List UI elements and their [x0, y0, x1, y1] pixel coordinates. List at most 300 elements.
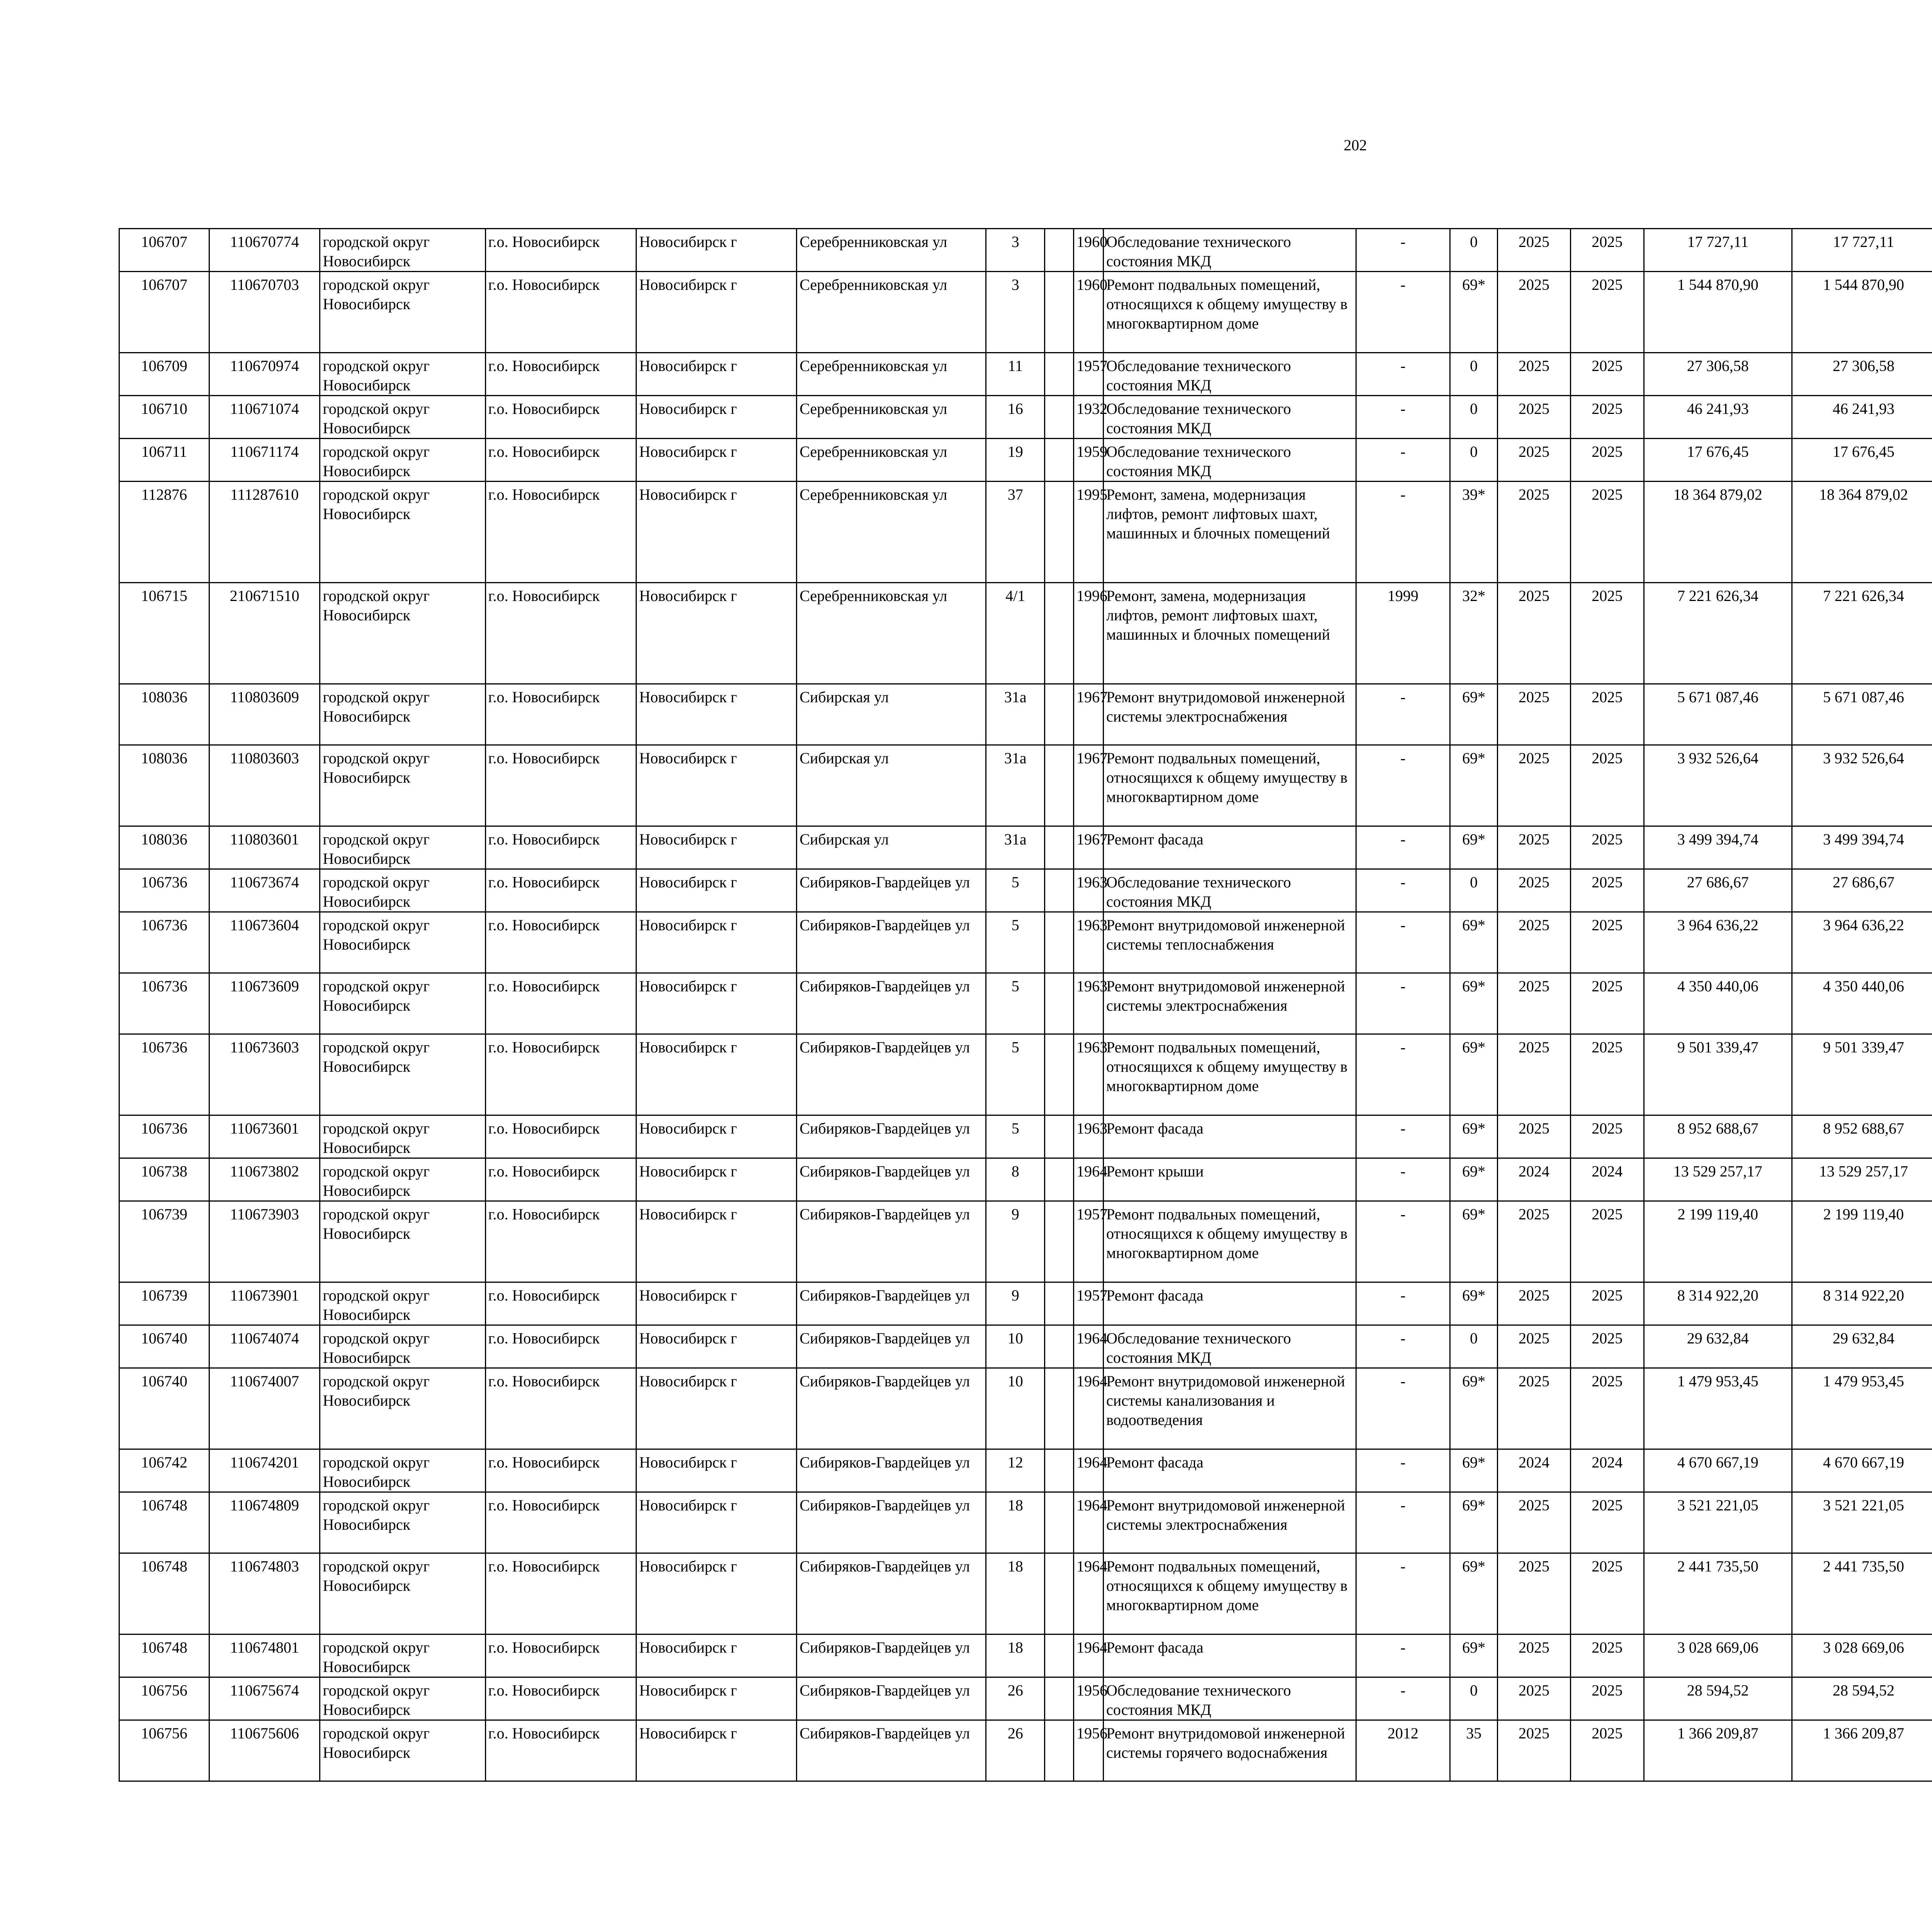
- municipality-cell: городской округ Новосибирск: [320, 482, 485, 583]
- municipality-cell: городской округ Новосибирск: [320, 973, 485, 1034]
- municipality-cell: городской округ Новосибирск: [320, 1677, 485, 1720]
- work-code-cell: 110674801: [209, 1634, 320, 1677]
- district-cell: г.о. Новосибирск: [485, 229, 636, 272]
- previous-repair-year-cell: -: [1356, 272, 1450, 353]
- object-id-cell: 106739: [119, 1282, 209, 1325]
- previous-repair-year-cell: -: [1356, 229, 1450, 272]
- city-cell: Новосибирск г: [636, 745, 797, 826]
- object-id-cell: 106742: [119, 1449, 209, 1492]
- previous-repair-year-cell: 1999: [1356, 583, 1450, 684]
- city-cell: Новосибирск г: [636, 1677, 797, 1720]
- city-cell: Новосибирск г: [636, 396, 797, 439]
- city-cell: Новосибирск г: [636, 439, 797, 482]
- building-letter-cell: [1045, 1492, 1074, 1553]
- city-cell: Новосибирск г: [636, 272, 797, 353]
- district-cell: г.о. Новосибирск: [485, 1677, 636, 1720]
- fund-cost-cell: 1 479 953,45: [1792, 1368, 1932, 1449]
- building-letter-cell: [1045, 973, 1074, 1034]
- construction-year-cell: 1957: [1074, 1201, 1104, 1282]
- construction-year-cell: 1996: [1074, 583, 1104, 684]
- street-cell: Серебренниковская ул: [797, 396, 986, 439]
- work-code-cell: 110674074: [209, 1325, 320, 1368]
- previous-repair-year-cell: -: [1356, 1325, 1450, 1368]
- table-row: [119, 229, 1932, 272]
- work-type-cell: Обследование технического состояния МКД: [1103, 1325, 1356, 1368]
- construction-year-cell: 1960: [1074, 229, 1104, 272]
- district-cell: г.о. Новосибирск: [485, 272, 636, 353]
- city-cell: Новосибирск г: [636, 869, 797, 912]
- construction-year-cell: 1957: [1074, 1282, 1104, 1325]
- construction-year-cell: 1963: [1074, 1034, 1104, 1115]
- district-cell: г.о. Новосибирск: [485, 1449, 636, 1492]
- street-cell: Серебренниковская ул: [797, 229, 986, 272]
- object-id-cell: 106739: [119, 1201, 209, 1282]
- city-cell: Новосибирск г: [636, 1634, 797, 1677]
- plan-start-year-cell: 2025: [1498, 1677, 1570, 1720]
- fund-cost-cell: 18 364 879,02: [1792, 482, 1932, 583]
- work-type-cell: Ремонт внутридомовой инженерной системы теплоснабжения: [1103, 912, 1356, 973]
- work-type-cell: Обследование технического состояния МКД: [1103, 439, 1356, 482]
- previous-repair-year-cell: -: [1356, 1368, 1450, 1449]
- street-cell: Серебренниковская ул: [797, 482, 986, 583]
- building-letter-cell: [1045, 1282, 1074, 1325]
- work-type-cell: Ремонт подвальных помещений, относящихся к общему имуществу в многоквартирном доме: [1103, 272, 1356, 353]
- plan-start-year-cell: 2025: [1498, 1720, 1570, 1781]
- object-id-cell: 106740: [119, 1368, 209, 1449]
- plan-start-year-cell: 2025: [1498, 229, 1570, 272]
- fund-cost-cell: 46 241,93: [1792, 396, 1932, 439]
- total-cost-cell: 2 199 119,40: [1644, 1201, 1792, 1282]
- table-row: [119, 482, 1932, 583]
- plan-start-year-cell: 2025: [1498, 353, 1570, 396]
- house-number-cell: 31а: [986, 826, 1045, 869]
- house-number-cell: 9: [986, 1201, 1045, 1282]
- work-code-cell: 110675674: [209, 1677, 320, 1720]
- municipality-cell: городской округ Новосибирск: [320, 1034, 485, 1115]
- plan-start-year-cell: 2025: [1498, 1634, 1570, 1677]
- plan-start-year-cell: 2025: [1498, 826, 1570, 869]
- municipality-cell: городской округ Новосибирск: [320, 745, 485, 826]
- plan-end-year-cell: 2024: [1570, 1449, 1644, 1492]
- object-id-cell: 106710: [119, 396, 209, 439]
- work-type-cell: Обследование технического состояния МКД: [1103, 1677, 1356, 1720]
- plan-start-year-cell: 2024: [1498, 1158, 1570, 1201]
- street-cell: Сибиряков-Гвардейцев ул: [797, 912, 986, 973]
- construction-year-cell: 1964: [1074, 1325, 1104, 1368]
- building-letter-cell: [1045, 482, 1074, 583]
- previous-repair-year-cell: -: [1356, 1034, 1450, 1115]
- district-cell: г.о. Новосибирск: [485, 684, 636, 745]
- total-cost-cell: 13 529 257,17: [1644, 1158, 1792, 1201]
- table-row: [119, 1282, 1932, 1325]
- wear-percent-cell: 69*: [1450, 826, 1498, 869]
- previous-repair-year-cell: -: [1356, 869, 1450, 912]
- wear-percent-cell: 69*: [1450, 1282, 1498, 1325]
- plan-start-year-cell: 2025: [1498, 1325, 1570, 1368]
- wear-percent-cell: 69*: [1450, 1368, 1498, 1449]
- wear-percent-cell: 32*: [1450, 583, 1498, 684]
- construction-year-cell: 1956: [1074, 1720, 1104, 1781]
- construction-year-cell: 1964: [1074, 1553, 1104, 1634]
- wear-percent-cell: 35: [1450, 1720, 1498, 1781]
- work-code-cell: 110673802: [209, 1158, 320, 1201]
- work-code-cell: 110803603: [209, 745, 320, 826]
- wear-percent-cell: 0: [1450, 439, 1498, 482]
- street-cell: Сибиряков-Гвардейцев ул: [797, 973, 986, 1034]
- fund-cost-cell: 2 441 735,50: [1792, 1553, 1932, 1634]
- wear-percent-cell: 0: [1450, 1325, 1498, 1368]
- municipality-cell: городской округ Новосибирск: [320, 826, 485, 869]
- previous-repair-year-cell: -: [1356, 745, 1450, 826]
- plan-start-year-cell: 2025: [1498, 745, 1570, 826]
- city-cell: Новосибирск г: [636, 229, 797, 272]
- house-number-cell: 18: [986, 1634, 1045, 1677]
- district-cell: г.о. Новосибирск: [485, 1158, 636, 1201]
- district-cell: г.о. Новосибирск: [485, 396, 636, 439]
- wear-percent-cell: 69*: [1450, 973, 1498, 1034]
- object-id-cell: 108036: [119, 826, 209, 869]
- municipality-cell: городской округ Новосибирск: [320, 1553, 485, 1634]
- work-code-cell: 110674803: [209, 1553, 320, 1634]
- city-cell: Новосибирск г: [636, 353, 797, 396]
- street-cell: Сибиряков-Гвардейцев ул: [797, 1201, 986, 1282]
- plan-end-year-cell: 2025: [1570, 1115, 1644, 1158]
- wear-percent-cell: 69*: [1450, 1449, 1498, 1492]
- object-id-cell: 106707: [119, 229, 209, 272]
- wear-percent-cell: 69*: [1450, 1553, 1498, 1634]
- fund-cost-cell: 5 671 087,46: [1792, 684, 1932, 745]
- previous-repair-year-cell: -: [1356, 912, 1450, 973]
- district-cell: г.о. Новосибирск: [485, 1282, 636, 1325]
- district-cell: г.о. Новосибирск: [485, 439, 636, 482]
- page-number: 202: [1344, 136, 1367, 154]
- plan-end-year-cell: 2025: [1570, 482, 1644, 583]
- work-type-cell: Ремонт внутридомовой инженерной системы горячего водоснабжения: [1103, 1720, 1356, 1781]
- fund-cost-cell: 28 594,52: [1792, 1677, 1932, 1720]
- plan-end-year-cell: 2025: [1570, 1720, 1644, 1781]
- municipality-cell: городской округ Новосибирск: [320, 229, 485, 272]
- house-number-cell: 19: [986, 439, 1045, 482]
- wear-percent-cell: 69*: [1450, 272, 1498, 353]
- municipality-cell: городской округ Новосибирск: [320, 272, 485, 353]
- work-code-cell: 110670974: [209, 353, 320, 396]
- district-cell: г.о. Новосибирск: [485, 1553, 636, 1634]
- total-cost-cell: 4 670 667,19: [1644, 1449, 1792, 1492]
- plan-end-year-cell: 2025: [1570, 1492, 1644, 1553]
- house-number-cell: 18: [986, 1553, 1045, 1634]
- wear-percent-cell: 0: [1450, 229, 1498, 272]
- plan-end-year-cell: 2025: [1570, 1282, 1644, 1325]
- district-cell: г.о. Новосибирск: [485, 973, 636, 1034]
- total-cost-cell: 17 676,45: [1644, 439, 1792, 482]
- construction-year-cell: 1995: [1074, 482, 1104, 583]
- work-type-cell: Обследование технического состояния МКД: [1103, 396, 1356, 439]
- total-cost-cell: 8 952 688,67: [1644, 1115, 1792, 1158]
- plan-start-year-cell: 2025: [1498, 1368, 1570, 1449]
- fund-cost-cell: 9 501 339,47: [1792, 1034, 1932, 1115]
- table-row: [119, 912, 1932, 973]
- work-code-cell: 110675606: [209, 1720, 320, 1781]
- municipality-cell: городской округ Новосибирск: [320, 912, 485, 973]
- fund-cost-cell: 27 306,58: [1792, 353, 1932, 396]
- municipality-cell: городской округ Новосибирск: [320, 1368, 485, 1449]
- city-cell: Новосибирск г: [636, 1034, 797, 1115]
- construction-year-cell: 1957: [1074, 353, 1104, 396]
- object-id-cell: 106707: [119, 272, 209, 353]
- district-cell: г.о. Новосибирск: [485, 583, 636, 684]
- building-letter-cell: [1045, 1368, 1074, 1449]
- table-row: [119, 973, 1932, 1034]
- district-cell: г.о. Новосибирск: [485, 1492, 636, 1553]
- plan-end-year-cell: 2025: [1570, 272, 1644, 353]
- object-id-cell: 106736: [119, 869, 209, 912]
- work-code-cell: 110673601: [209, 1115, 320, 1158]
- house-number-cell: 26: [986, 1720, 1045, 1781]
- construction-year-cell: 1960: [1074, 272, 1104, 353]
- street-cell: Сибирская ул: [797, 684, 986, 745]
- district-cell: г.о. Новосибирск: [485, 1034, 636, 1115]
- wear-percent-cell: 69*: [1450, 1034, 1498, 1115]
- city-cell: Новосибирск г: [636, 1115, 797, 1158]
- work-type-cell: Ремонт подвальных помещений, относящихся к общему имуществу в многоквартирном доме: [1103, 1553, 1356, 1634]
- work-code-cell: 110673603: [209, 1034, 320, 1115]
- work-code-cell: 110673674: [209, 869, 320, 912]
- previous-repair-year-cell: -: [1356, 439, 1450, 482]
- total-cost-cell: 8 314 922,20: [1644, 1282, 1792, 1325]
- plan-start-year-cell: 2025: [1498, 684, 1570, 745]
- building-letter-cell: [1045, 912, 1074, 973]
- house-number-cell: 31а: [986, 745, 1045, 826]
- city-cell: Новосибирск г: [636, 1325, 797, 1368]
- work-type-cell: Обследование технического состояния МКД: [1103, 869, 1356, 912]
- house-number-cell: 5: [986, 869, 1045, 912]
- building-letter-cell: [1045, 826, 1074, 869]
- street-cell: Сибиряков-Гвардейцев ул: [797, 1282, 986, 1325]
- table-row: [119, 826, 1932, 869]
- house-number-cell: 5: [986, 1034, 1045, 1115]
- object-id-cell: 106736: [119, 912, 209, 973]
- plan-start-year-cell: 2025: [1498, 869, 1570, 912]
- plan-end-year-cell: 2025: [1570, 1034, 1644, 1115]
- total-cost-cell: 27 306,58: [1644, 353, 1792, 396]
- plan-end-year-cell: 2025: [1570, 1677, 1644, 1720]
- work-type-cell: Обследование технического состояния МКД: [1103, 229, 1356, 272]
- street-cell: Серебренниковская ул: [797, 583, 986, 684]
- previous-repair-year-cell: -: [1356, 353, 1450, 396]
- table-row: [119, 1634, 1932, 1677]
- plan-end-year-cell: 2025: [1570, 1201, 1644, 1282]
- municipality-cell: городской округ Новосибирск: [320, 1201, 485, 1282]
- street-cell: Сибиряков-Гвардейцев ул: [797, 1720, 986, 1781]
- street-cell: Сибиряков-Гвардейцев ул: [797, 1634, 986, 1677]
- previous-repair-year-cell: -: [1356, 1634, 1450, 1677]
- work-code-cell: 110671174: [209, 439, 320, 482]
- plan-start-year-cell: 2025: [1498, 1282, 1570, 1325]
- building-letter-cell: [1045, 869, 1074, 912]
- table-row: [119, 583, 1932, 684]
- plan-end-year-cell: 2025: [1570, 439, 1644, 482]
- work-code-cell: 110670774: [209, 229, 320, 272]
- plan-end-year-cell: 2025: [1570, 1368, 1644, 1449]
- total-cost-cell: 3 521 221,05: [1644, 1492, 1792, 1553]
- plan-start-year-cell: 2024: [1498, 1449, 1570, 1492]
- wear-percent-cell: 69*: [1450, 1201, 1498, 1282]
- city-cell: Новосибирск г: [636, 973, 797, 1034]
- plan-start-year-cell: 2025: [1498, 583, 1570, 684]
- previous-repair-year-cell: -: [1356, 1158, 1450, 1201]
- work-code-cell: 110803609: [209, 684, 320, 745]
- total-cost-cell: 2 441 735,50: [1644, 1553, 1792, 1634]
- street-cell: Сибирская ул: [797, 826, 986, 869]
- work-code-cell: 110670703: [209, 272, 320, 353]
- work-code-cell: 110674007: [209, 1368, 320, 1449]
- construction-year-cell: 1963: [1074, 1115, 1104, 1158]
- city-cell: Новосибирск г: [636, 1449, 797, 1492]
- district-cell: г.о. Новосибирск: [485, 1115, 636, 1158]
- construction-year-cell: 1932: [1074, 396, 1104, 439]
- repair-register-table: [119, 228, 1932, 1782]
- work-code-cell: 110673609: [209, 973, 320, 1034]
- plan-start-year-cell: 2025: [1498, 1553, 1570, 1634]
- street-cell: Сибиряков-Гвардейцев ул: [797, 1158, 986, 1201]
- district-cell: г.о. Новосибирск: [485, 745, 636, 826]
- object-id-cell: 106748: [119, 1634, 209, 1677]
- fund-cost-cell: 3 932 526,64: [1792, 745, 1932, 826]
- previous-repair-year-cell: -: [1356, 1201, 1450, 1282]
- work-type-cell: Ремонт фасада: [1103, 1282, 1356, 1325]
- wear-percent-cell: 69*: [1450, 912, 1498, 973]
- object-id-cell: 106756: [119, 1677, 209, 1720]
- fund-cost-cell: 17 676,45: [1792, 439, 1932, 482]
- fund-cost-cell: 8 952 688,67: [1792, 1115, 1932, 1158]
- wear-percent-cell: 69*: [1450, 684, 1498, 745]
- plan-start-year-cell: 2025: [1498, 1034, 1570, 1115]
- object-id-cell: 106740: [119, 1325, 209, 1368]
- plan-end-year-cell: 2025: [1570, 1634, 1644, 1677]
- total-cost-cell: 7 221 626,34: [1644, 583, 1792, 684]
- previous-repair-year-cell: -: [1356, 826, 1450, 869]
- wear-percent-cell: 69*: [1450, 1492, 1498, 1553]
- municipality-cell: городской округ Новосибирск: [320, 1492, 485, 1553]
- house-number-cell: 10: [986, 1325, 1045, 1368]
- fund-cost-cell: 29 632,84: [1792, 1325, 1932, 1368]
- fund-cost-cell: 3 499 394,74: [1792, 826, 1932, 869]
- house-number-cell: 10: [986, 1368, 1045, 1449]
- table-row: [119, 684, 1932, 745]
- fund-cost-cell: 7 221 626,34: [1792, 583, 1932, 684]
- building-letter-cell: [1045, 229, 1074, 272]
- wear-percent-cell: 69*: [1450, 1634, 1498, 1677]
- work-code-cell: 111287610: [209, 482, 320, 583]
- table-row: [119, 1115, 1932, 1158]
- previous-repair-year-cell: -: [1356, 1282, 1450, 1325]
- plan-end-year-cell: 2025: [1570, 973, 1644, 1034]
- total-cost-cell: 9 501 339,47: [1644, 1034, 1792, 1115]
- municipality-cell: городской округ Новосибирск: [320, 1158, 485, 1201]
- fund-cost-cell: 1 544 870,90: [1792, 272, 1932, 353]
- table-row: [119, 1325, 1932, 1368]
- city-cell: Новосибирск г: [636, 1720, 797, 1781]
- building-letter-cell: [1045, 1325, 1074, 1368]
- construction-year-cell: 1959: [1074, 439, 1104, 482]
- plan-start-year-cell: 2025: [1498, 482, 1570, 583]
- total-cost-cell: 17 727,11: [1644, 229, 1792, 272]
- total-cost-cell: 1 544 870,90: [1644, 272, 1792, 353]
- street-cell: Сибиряков-Гвардейцев ул: [797, 869, 986, 912]
- object-id-cell: 108036: [119, 745, 209, 826]
- work-code-cell: 110673604: [209, 912, 320, 973]
- house-number-cell: 3: [986, 229, 1045, 272]
- plan-end-year-cell: 2025: [1570, 745, 1644, 826]
- work-code-cell: 110673901: [209, 1282, 320, 1325]
- object-id-cell: 108036: [119, 684, 209, 745]
- house-number-cell: 9: [986, 1282, 1045, 1325]
- plan-start-year-cell: 2025: [1498, 912, 1570, 973]
- work-code-cell: 110674809: [209, 1492, 320, 1553]
- house-number-cell: 5: [986, 973, 1045, 1034]
- house-number-cell: 11: [986, 353, 1045, 396]
- table-row: [119, 869, 1932, 912]
- house-number-cell: 5: [986, 1115, 1045, 1158]
- construction-year-cell: 1967: [1074, 826, 1104, 869]
- construction-year-cell: 1964: [1074, 1449, 1104, 1492]
- street-cell: Сибирская ул: [797, 745, 986, 826]
- street-cell: Сибиряков-Гвардейцев ул: [797, 1368, 986, 1449]
- previous-repair-year-cell: -: [1356, 684, 1450, 745]
- municipality-cell: городской округ Новосибирск: [320, 353, 485, 396]
- object-id-cell: 112876: [119, 482, 209, 583]
- house-number-cell: 16: [986, 396, 1045, 439]
- table-row: [119, 1034, 1932, 1115]
- construction-year-cell: 1963: [1074, 912, 1104, 973]
- work-type-cell: Ремонт подвальных помещений, относящихся к общему имуществу в многоквартирном доме: [1103, 1201, 1356, 1282]
- previous-repair-year-cell: -: [1356, 1677, 1450, 1720]
- district-cell: г.о. Новосибирск: [485, 1325, 636, 1368]
- house-number-cell: 31а: [986, 684, 1045, 745]
- wear-percent-cell: 39*: [1450, 482, 1498, 583]
- construction-year-cell: 1964: [1074, 1368, 1104, 1449]
- object-id-cell: 106748: [119, 1553, 209, 1634]
- district-cell: г.о. Новосибирск: [485, 826, 636, 869]
- object-id-cell: 106736: [119, 1034, 209, 1115]
- total-cost-cell: 46 241,93: [1644, 396, 1792, 439]
- work-code-cell: 110671074: [209, 396, 320, 439]
- fund-cost-cell: 17 727,11: [1792, 229, 1932, 272]
- plan-end-year-cell: 2024: [1570, 1158, 1644, 1201]
- municipality-cell: городской округ Новосибирск: [320, 1115, 485, 1158]
- previous-repair-year-cell: -: [1356, 973, 1450, 1034]
- work-type-cell: Ремонт подвальных помещений, относящихся к общему имуществу в многоквартирном доме: [1103, 1034, 1356, 1115]
- plan-end-year-cell: 2025: [1570, 1553, 1644, 1634]
- previous-repair-year-cell: -: [1356, 1553, 1450, 1634]
- total-cost-cell: 18 364 879,02: [1644, 482, 1792, 583]
- street-cell: Серебренниковская ул: [797, 272, 986, 353]
- object-id-cell: 106738: [119, 1158, 209, 1201]
- object-id-cell: 106736: [119, 1115, 209, 1158]
- object-id-cell: 106711: [119, 439, 209, 482]
- municipality-cell: городской округ Новосибирск: [320, 1720, 485, 1781]
- city-cell: Новосибирск г: [636, 1201, 797, 1282]
- object-id-cell: 106736: [119, 973, 209, 1034]
- street-cell: Сибиряков-Гвардейцев ул: [797, 1034, 986, 1115]
- municipality-cell: городской округ Новосибирск: [320, 1634, 485, 1677]
- house-number-cell: 18: [986, 1492, 1045, 1553]
- table-row: [119, 1677, 1932, 1720]
- construction-year-cell: 1964: [1074, 1158, 1104, 1201]
- construction-year-cell: 1963: [1074, 869, 1104, 912]
- previous-repair-year-cell: -: [1356, 1115, 1450, 1158]
- plan-start-year-cell: 2025: [1498, 439, 1570, 482]
